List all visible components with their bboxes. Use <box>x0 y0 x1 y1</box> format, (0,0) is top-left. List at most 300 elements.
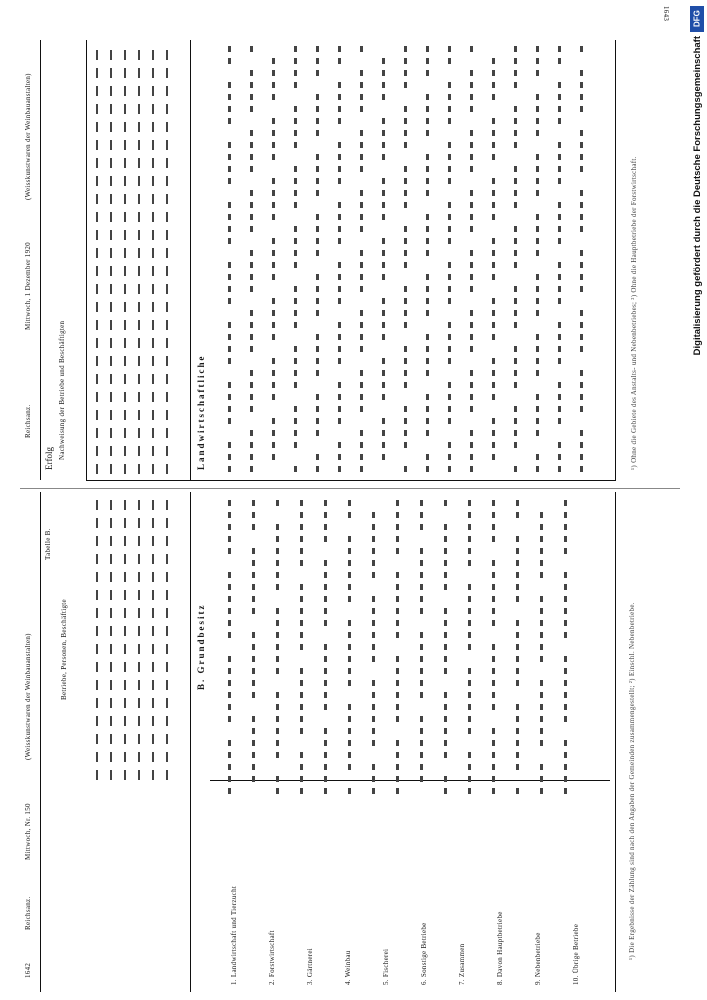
print-mark <box>228 226 231 232</box>
print-mark <box>426 130 429 136</box>
dfg-credit-text: Digitalisierung gefördert durch die Deutsche Forschungsgemeinschaft <box>691 36 703 356</box>
print-mark <box>448 178 451 184</box>
print-mark <box>96 752 98 762</box>
bottom-row-label: 2. Forstwirtschaft <box>268 930 276 985</box>
print-mark <box>540 608 543 614</box>
print-mark <box>540 776 543 782</box>
print-mark <box>124 590 126 600</box>
print-mark <box>514 142 517 148</box>
print-mark <box>152 428 154 438</box>
print-mark <box>324 596 327 602</box>
print-mark <box>124 122 126 132</box>
print-mark <box>252 656 255 662</box>
print-mark <box>96 356 98 366</box>
print-mark <box>338 106 341 112</box>
print-mark <box>300 524 303 530</box>
print-mark <box>152 590 154 600</box>
print-mark <box>348 548 351 554</box>
print-mark <box>580 334 583 340</box>
print-mark <box>372 536 375 542</box>
print-mark <box>96 248 98 258</box>
print-mark <box>396 740 399 746</box>
print-mark <box>228 358 231 364</box>
print-mark <box>372 524 375 530</box>
print-mark <box>448 94 451 100</box>
print-mark <box>252 740 255 746</box>
print-mark <box>492 154 495 160</box>
print-mark <box>426 334 429 340</box>
print-mark <box>300 632 303 638</box>
print-mark <box>372 764 375 770</box>
print-mark <box>166 428 168 438</box>
print-mark <box>426 394 429 400</box>
print-mark <box>492 358 495 364</box>
print-mark <box>468 548 471 554</box>
print-mark <box>404 58 407 64</box>
print-mark <box>404 442 407 448</box>
print-mark <box>300 776 303 782</box>
print-mark <box>152 410 154 420</box>
print-mark <box>276 524 279 530</box>
print-mark <box>514 466 517 472</box>
print-mark <box>166 302 168 312</box>
print-mark <box>444 524 447 530</box>
print-mark <box>470 262 473 268</box>
print-mark <box>294 178 297 184</box>
print-mark <box>492 536 495 542</box>
print-mark <box>580 454 583 460</box>
print-mark <box>470 346 473 352</box>
print-mark <box>250 130 253 136</box>
print-mark <box>110 302 112 312</box>
print-mark <box>152 644 154 654</box>
print-mark <box>138 590 140 600</box>
print-mark <box>580 154 583 160</box>
print-mark <box>382 154 385 160</box>
print-mark <box>294 82 297 88</box>
print-mark <box>300 692 303 698</box>
print-mark <box>372 512 375 518</box>
print-mark <box>124 464 126 474</box>
print-mark <box>492 500 495 506</box>
print-mark <box>228 716 231 722</box>
print-mark <box>536 166 539 172</box>
print-mark <box>492 572 495 578</box>
print-mark <box>324 560 327 566</box>
print-mark <box>558 394 561 400</box>
print-mark <box>166 518 168 528</box>
print-mark <box>338 262 341 268</box>
print-mark <box>96 230 98 240</box>
top-table-label: Nachweisung der Betriebe und Beschäftigten <box>58 320 66 460</box>
print-mark <box>580 442 583 448</box>
print-mark <box>564 680 567 686</box>
print-mark <box>492 442 495 448</box>
print-mark <box>124 104 126 114</box>
print-mark <box>338 346 341 352</box>
print-mark <box>420 524 423 530</box>
print-mark <box>514 406 517 412</box>
print-mark <box>396 716 399 722</box>
print-mark <box>166 734 168 744</box>
print-mark <box>166 698 168 708</box>
print-mark <box>404 202 407 208</box>
print-mark <box>536 394 539 400</box>
print-mark <box>152 68 154 78</box>
print-mark <box>492 788 495 794</box>
print-mark <box>372 644 375 650</box>
print-mark <box>228 512 231 518</box>
print-mark <box>564 764 567 770</box>
print-mark <box>468 680 471 686</box>
print-mark <box>404 250 407 256</box>
print-mark <box>468 620 471 626</box>
print-mark <box>252 692 255 698</box>
print-mark <box>110 158 112 168</box>
print-mark <box>382 382 385 388</box>
print-mark <box>124 608 126 618</box>
print-mark <box>514 322 517 328</box>
print-mark <box>228 466 231 472</box>
print-mark <box>444 536 447 542</box>
print-mark <box>514 202 517 208</box>
print-mark <box>324 536 327 542</box>
print-mark <box>536 298 539 304</box>
print-mark <box>228 82 231 88</box>
bottom-header-left: Reichsanz. <box>24 896 32 930</box>
print-mark <box>492 560 495 566</box>
print-mark <box>228 680 231 686</box>
print-mark <box>348 632 351 638</box>
print-mark <box>404 262 407 268</box>
print-mark <box>426 454 429 460</box>
print-mark <box>382 358 385 364</box>
print-mark <box>580 250 583 256</box>
print-mark <box>444 584 447 590</box>
print-mark <box>138 266 140 276</box>
print-mark <box>276 668 279 674</box>
print-mark <box>360 154 363 160</box>
print-mark <box>540 536 543 542</box>
print-mark <box>348 764 351 770</box>
print-mark <box>558 406 561 412</box>
print-mark <box>294 238 297 244</box>
print-mark <box>514 46 517 52</box>
print-mark <box>316 346 319 352</box>
print-mark <box>152 392 154 402</box>
print-mark <box>420 584 423 590</box>
print-mark <box>580 46 583 52</box>
print-mark <box>124 266 126 276</box>
print-mark <box>316 250 319 256</box>
print-mark <box>110 68 112 78</box>
print-mark <box>396 584 399 590</box>
print-mark <box>300 644 303 650</box>
print-mark <box>468 752 471 758</box>
print-mark <box>558 382 561 388</box>
print-mark <box>152 374 154 384</box>
print-mark <box>96 500 98 510</box>
print-mark <box>96 626 98 636</box>
print-mark <box>138 338 140 348</box>
print-mark <box>492 322 495 328</box>
print-mark <box>110 320 112 330</box>
print-mark <box>558 142 561 148</box>
print-mark <box>272 130 275 136</box>
print-mark <box>360 286 363 292</box>
print-mark <box>580 202 583 208</box>
print-mark <box>492 608 495 614</box>
print-mark <box>372 572 375 578</box>
print-mark <box>426 94 429 100</box>
print-mark <box>324 524 327 530</box>
print-mark <box>276 632 279 638</box>
print-mark <box>252 608 255 614</box>
print-mark <box>166 392 168 402</box>
print-mark <box>166 608 168 618</box>
print-mark <box>294 442 297 448</box>
print-mark <box>152 626 154 636</box>
print-mark <box>348 656 351 662</box>
print-mark <box>316 154 319 160</box>
print-mark <box>470 70 473 76</box>
print-mark <box>396 512 399 518</box>
print-mark <box>228 154 231 160</box>
print-mark <box>420 596 423 602</box>
print-mark <box>420 740 423 746</box>
print-mark <box>564 572 567 578</box>
print-mark <box>426 274 429 280</box>
print-mark <box>96 644 98 654</box>
print-mark <box>396 788 399 794</box>
print-mark <box>444 644 447 650</box>
print-mark <box>316 406 319 412</box>
print-mark <box>448 406 451 412</box>
print-mark <box>468 536 471 542</box>
print-mark <box>360 310 363 316</box>
print-mark <box>514 70 517 76</box>
print-mark <box>300 608 303 614</box>
print-mark <box>166 230 168 240</box>
print-mark <box>138 734 140 744</box>
print-mark <box>166 104 168 114</box>
print-mark <box>492 656 495 662</box>
print-mark <box>228 46 231 52</box>
print-mark <box>396 704 399 710</box>
print-mark <box>360 46 363 52</box>
print-mark <box>564 536 567 542</box>
print-mark <box>272 142 275 148</box>
print-mark <box>96 158 98 168</box>
print-mark <box>250 106 253 112</box>
print-mark <box>404 142 407 148</box>
print-mark <box>404 346 407 352</box>
print-mark <box>426 370 429 376</box>
print-mark <box>276 548 279 554</box>
print-mark <box>324 620 327 626</box>
print-mark <box>536 58 539 64</box>
print-mark <box>152 464 154 474</box>
print-mark <box>420 668 423 674</box>
print-mark <box>420 644 423 650</box>
print-mark <box>294 142 297 148</box>
print-mark <box>516 764 519 770</box>
print-mark <box>294 346 297 352</box>
print-mark <box>96 554 98 564</box>
print-mark <box>426 154 429 160</box>
print-mark <box>558 286 561 292</box>
print-mark <box>470 202 473 208</box>
print-mark <box>316 238 319 244</box>
print-mark <box>166 68 168 78</box>
print-mark <box>514 430 517 436</box>
print-mark <box>540 524 543 530</box>
print-mark <box>580 394 583 400</box>
print-mark <box>110 536 112 546</box>
print-mark <box>536 406 539 412</box>
print-mark <box>564 500 567 506</box>
print-mark <box>470 430 473 436</box>
print-mark <box>338 298 341 304</box>
print-mark <box>300 584 303 590</box>
print-mark <box>536 274 539 280</box>
print-mark <box>252 512 255 518</box>
print-mark <box>294 226 297 232</box>
print-mark <box>360 202 363 208</box>
bottom-table-label: Betriebe, Personen, Beschäftigte <box>60 599 68 700</box>
print-mark <box>124 698 126 708</box>
print-mark <box>360 70 363 76</box>
print-mark <box>404 406 407 412</box>
print-mark <box>404 226 407 232</box>
print-mark <box>564 752 567 758</box>
print-mark <box>372 776 375 782</box>
print-mark <box>96 410 98 420</box>
print-mark <box>348 788 351 794</box>
print-mark <box>382 214 385 220</box>
print-mark <box>110 608 112 618</box>
print-mark <box>316 46 319 52</box>
print-mark <box>426 214 429 220</box>
print-mark <box>360 106 363 112</box>
print-mark <box>558 466 561 472</box>
print-mark <box>444 632 447 638</box>
print-mark <box>448 466 451 472</box>
print-mark <box>96 590 98 600</box>
print-mark <box>516 536 519 542</box>
print-mark <box>536 310 539 316</box>
print-mark <box>514 418 517 424</box>
print-mark <box>580 142 583 148</box>
print-mark <box>316 274 319 280</box>
print-mark <box>272 334 275 340</box>
print-mark <box>228 286 231 292</box>
print-mark <box>536 94 539 100</box>
print-mark <box>228 608 231 614</box>
print-mark <box>580 94 583 100</box>
print-mark <box>404 322 407 328</box>
print-mark <box>138 752 140 762</box>
print-mark <box>316 310 319 316</box>
print-mark <box>276 788 279 794</box>
print-mark <box>250 94 253 100</box>
print-mark <box>516 584 519 590</box>
print-mark <box>228 500 231 506</box>
print-mark <box>492 620 495 626</box>
print-mark <box>124 86 126 96</box>
print-mark <box>252 728 255 734</box>
print-mark <box>110 122 112 132</box>
print-mark <box>138 104 140 114</box>
print-mark <box>110 680 112 690</box>
print-mark <box>272 118 275 124</box>
print-mark <box>110 716 112 726</box>
print-mark <box>252 500 255 506</box>
print-mark <box>492 202 495 208</box>
print-mark <box>152 338 154 348</box>
print-mark <box>228 632 231 638</box>
print-mark <box>324 680 327 686</box>
bottom-row-label: 4. Weinbau <box>344 950 352 985</box>
print-mark <box>404 358 407 364</box>
print-mark <box>448 286 451 292</box>
print-mark <box>564 716 567 722</box>
print-mark <box>166 194 168 204</box>
print-mark <box>250 274 253 280</box>
print-mark <box>514 262 517 268</box>
bottom-header-mid: Mittwoch, Nr. 150 <box>24 803 32 860</box>
print-mark <box>250 46 253 52</box>
print-mark <box>492 668 495 674</box>
print-mark <box>470 394 473 400</box>
print-mark <box>448 394 451 400</box>
print-mark <box>540 680 543 686</box>
print-mark <box>448 118 451 124</box>
print-mark <box>382 58 385 64</box>
print-mark <box>564 740 567 746</box>
print-mark <box>426 178 429 184</box>
print-mark <box>324 656 327 662</box>
print-mark <box>166 662 168 672</box>
print-mark <box>426 166 429 172</box>
print-mark <box>360 370 363 376</box>
print-mark <box>294 358 297 364</box>
print-mark <box>492 430 495 436</box>
print-mark <box>348 740 351 746</box>
print-mark <box>96 698 98 708</box>
print-mark <box>166 140 168 150</box>
print-mark <box>404 466 407 472</box>
print-mark <box>110 50 112 60</box>
print-mark <box>324 764 327 770</box>
print-mark <box>372 740 375 746</box>
print-mark <box>228 238 231 244</box>
print-mark <box>166 572 168 582</box>
print-mark <box>250 202 253 208</box>
print-mark <box>272 94 275 100</box>
print-mark <box>252 596 255 602</box>
print-mark <box>426 310 429 316</box>
print-mark <box>516 560 519 566</box>
bottom-table-tag: Tabelle B. <box>44 528 52 560</box>
print-mark <box>96 122 98 132</box>
print-mark <box>448 82 451 88</box>
print-mark <box>536 106 539 112</box>
print-mark <box>228 58 231 64</box>
print-mark <box>228 262 231 268</box>
print-mark <box>166 626 168 636</box>
print-mark <box>228 346 231 352</box>
